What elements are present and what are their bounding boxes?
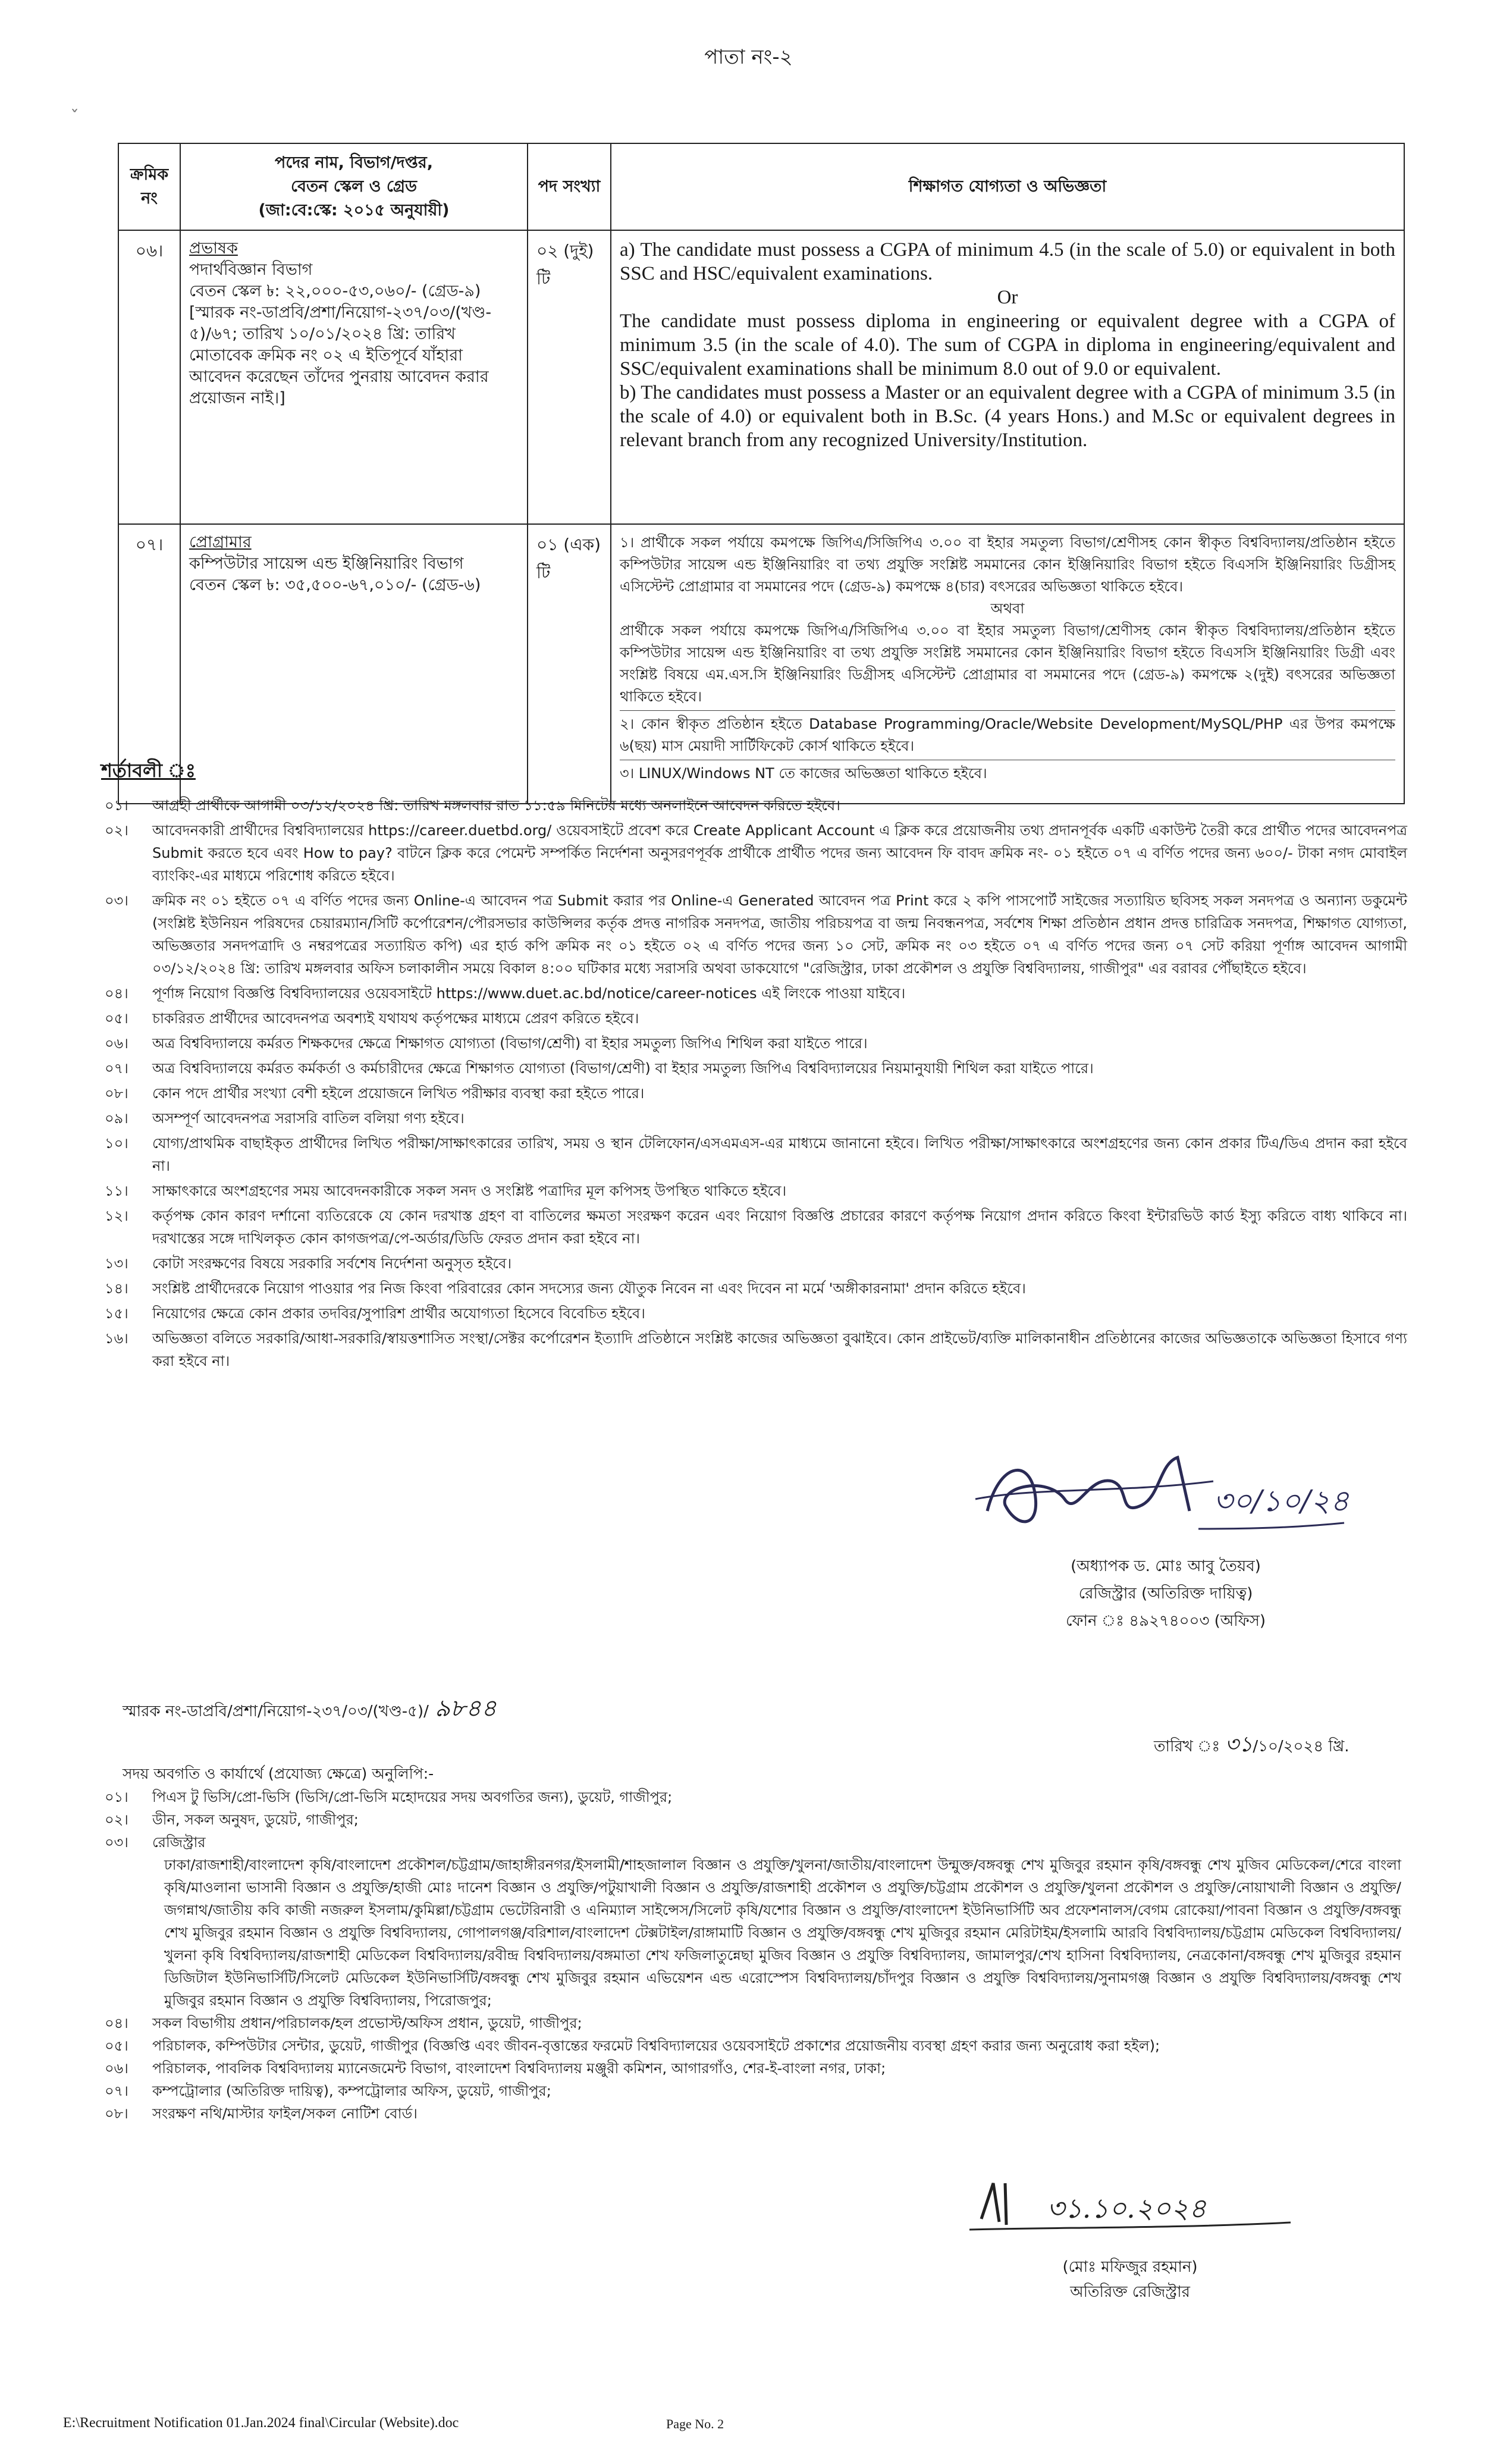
term-text: যোগ্য/প্রাথমিক বাছাইকৃত প্রার্থীদের লিখিত পরীক্ষা/সাক্ষাৎকারের তারিখ, সময় ও স্থান টেলিফোন/এসএমএস-এর মাধ্যমে জানানো হইবে। লিখিত পরীক্ষা/সাক্ষাৎকারে অংশগ্রহণের জন্য কোন প্রকার টিএ/ডিএ প্রদান করা হইবে না। — [152, 1135, 1407, 1174]
term-number: ১৫। — [105, 1305, 128, 1322]
term-item — [105, 1252, 1407, 1275]
qual-or: অথবা — [990, 600, 1025, 617]
copy-text: কম্পট্রোলার (অতিরিক্ত দায়িত্ব), কম্পট্রোলার অফিস, ডুয়েট, গাজীপুর; — [152, 2083, 551, 2099]
copy-item — [105, 1831, 1407, 1854]
term-number: ০১। — [105, 797, 128, 814]
copy-number: ০১। — [105, 1789, 128, 1805]
header-post-line3: (জা:বে:স্কে: ২০১৫ অনুযায়ী) — [258, 201, 450, 220]
header-post-line1: পদের নাম, বিভাগ/দপ্তর, — [275, 153, 433, 172]
qual-1b: প্রার্থীকে সকল পর্যায়ে কমপক্ষে জিপিএ/সিজিপিএ ৩.০০ বা ইহার সমতুল্য বিভাগ/শ্রেণীসহ কোন স্বীকৃত বিশ্ববিদ্যালয়/প্রতিষ্ঠান হইতে কম্পিউটার সায়েন্স এন্ড ইঞ্জিনিয়ারিং বা তথ্য প্রযুক্তি সংশ্লিষ্ট সমমানের কোন ইঞ্জিনিয়ারিং বিভাগ হইতে বিএসসি ইঞ্জিনিয়ারিং ডিগ্রী এবং সংশ্লিষ্ট বিষয়ে এম.এস.সি ইঞ্জিনিয়ারিং ডিগ্রীসহ এসিস্টেন্ট প্রোগ্রামার বা সমমানের পদে (গ্রেড-৯) কমপক্ষে ২(দুই) বৎসরের অভিজ্ঞতা থাকিতে হইবে। — [620, 622, 1395, 705]
additional-registrar-block — [975, 2255, 1285, 2305]
copy-item — [105, 2080, 1407, 2102]
table-row — [118, 230, 1404, 524]
term-text: সংশ্লিষ্ট প্রার্থীদেরকে নিয়োগ পাওয়ার পর নিজ কিংবা পরিবারের কোন সদস্যের জন্য যৌতুক নিবেন না এবং দিবেন না মর্মে 'অঙ্গীকারনামা' প্রদান করিতে হইবে। — [152, 1280, 1026, 1297]
qual-b: b) The candidates must possess a Master or an equivalent degree with a CGPA of minimum 3.5 (in the scale of 4.0) or equivalent both in B.Sc. (4 years Hons.) and M.Sc or equivalent degrees in relevant branch from any recognized University/Institution. — [620, 382, 1395, 451]
qual-1: ১। প্রার্থীকে সকল পর্যায়ে কমপক্ষে জিপিএ/সিজিপিএ ৩.০০ বা ইহার সমতুল্য বিভাগ/শ্রেণীসহ কোন স্বীকৃত বিশ্ববিদ্যালয়/প্রতিষ্ঠান হইতে কম্পিউটার সায়েন্স এন্ড ইঞ্জিনিয়ারিং বা তথ্য প্রযুক্তি সংশ্লিষ্ট সমমানের কোন ইঞ্জিনিয়ারিং বিভাগ হইতে বিএসসি ইঞ্জিনিয়ারিং ডিগ্রীসহ এসিস্টেন্ট প্রোগ্রামার বা সমমানের পদে (গ্রেড-৯) কমপক্ষে ৪(চার) বৎসরের অভিজ্ঞতা থাকিতে হইবে। — [620, 534, 1395, 595]
row-count: ০২ (দুই) টি — [528, 230, 611, 524]
copy-registrar-universities: ঢাকা/রাজশাহী/বাংলাদেশ কৃষি/বাংলাদেশ প্রকৌশল/চট্টগ্রাম/জাহাঙ্গীরনগর/ইসলামী/শাহজালাল বিজ্ঞান ও প্রযুক্তি/খুলনা/জাতীয়/বাংলাদেশ উন্মুক্ত/বঙ্গবন্ধু শেখ মুজিবুর রহমান কৃষি/বঙ্গবন্ধু শেখ মুজিব মেডিকেল/শেরে বাংলা কৃষি/মাওলানা ভাসানী বিজ্ঞান ও প্রযুক্তি/হাজী মোঃ দানেশ বিজ্ঞান ও প্রযুক্তি/পটুয়াখালী বিজ্ঞান ও প্রযুক্তি/রাজশাহী প্রকৌশল ও প্রযুক্তি/চট্টগ্রাম প্রকৌশল ও প্রযুক্তি/খুলনা প্রকৌশল ও প্রযুক্তি/নোয়াখালী বিজ্ঞান ও প্রযুক্তি/জগন্নাথ/জাতীয় কবি কাজী নজরুল ইসলাম/কুমিল্লা/চট্টগ্রাম ভেটেরিনারী ও এনিম্যাল সাইন্সেস/সিলেট কৃষি/যশোর বিজ্ঞান ও প্রযুক্তি/বাংলাদেশ ইউনিভার্সিটি অব প্রফেশনালস/বেগম রোকেয়া/পাবনা বিজ্ঞান ও প্রযুক্তি/বঙ্গবন্ধু শেখ মুজিবুর রহমান বিজ্ঞান ও প্রযুক্তি বিশ্ববিদ্যালয়, গোপালগঞ্জ/বরিশাল/বাংলাদেশ টেক্সটাইল/রাঙ্গামাটি বিজ্ঞান ও প্রযুক্তি/বঙ্গবন্ধু শেখ মুজিবুর রহমান মেরিটাইম/ইসলামি আরবি বিশ্ববিদ্যালয়/চট্টগ্রাম মেডিকেল বিশ্ববিদ্যালয়/খুলনা কৃষি বিশ্ববিদ্যালয়/রাজশাহী মেডিকেল বিশ্ববিদ্যালয়/রবীন্দ্র বিশ্ববিদ্যালয়/বঙ্গমাতা শেখ ফজিলাতুন্নেছা মুজিব বিজ্ঞান ও প্রযুক্তি বিশ্ববিদ্যালয়, জামালপুর/শেখ হাসিনা বিশ্ববিদ্যালয়, নেত্রকোনা/বঙ্গবন্ধু শেখ মুজিবুর রহমান ডিজিটাল ইউনিভার্সিটি/সিলেট মেডিকেল ইউনিভার্সিটি/বঙ্গবন্ধু শেখ মুজিবুর রহমান এভিয়েশন এন্ড এরোস্পেস বিশ্ববিদ্যালয়/চাঁদপুর বিজ্ঞান ও প্রযুক্তি বিশ্ববিদ্যালয়/সুনামগঞ্জ বিজ্ঞান ও প্রযুক্তি বিশ্ববিদ্যালয়/বঙ্গবন্ধু শেখ মুজিবুর রহমান বিজ্ঞান ও প্রযুক্তি বিশ্ববিদ্যালয়, পিরোজপুর; — [164, 1857, 1401, 2009]
post-line: মোতাবেক ক্রমিক নং ০২ এ ইতিপূর্বে যাঁহারা — [189, 346, 463, 365]
term-text: কোন পদে প্রার্থীর সংখ্যা বেশী হইলে প্রয়োজনে লিখিত পরীক্ষার ব্যবস্থা করা হইতে পারে। — [152, 1085, 645, 1102]
post-name: প্রভাষক — [189, 239, 238, 258]
posts-table — [118, 143, 1405, 804]
copies-heading: সদয় অবগতি ও কার্যার্থে (প্রযোজ্য ক্ষেত্রে) অনুলিপি:- — [123, 1765, 434, 1782]
header-count: পদ সংখ্যা — [528, 143, 611, 230]
signature-date-handwritten: ৩০/১০/২৪ — [1213, 1484, 1350, 1518]
row-qualification — [611, 230, 1404, 524]
row-post — [180, 230, 528, 524]
copy-text: পিএস টু ভিসি/প্রো-ভিসি (ভিসি/প্রো-ভিসি মহোদয়ের সদয় অবগতির জন্য), ডুয়েট, গাজীপুর; — [152, 1789, 673, 1805]
term-number: ০৭। — [105, 1060, 128, 1077]
term-item — [105, 1107, 1407, 1130]
term-number: ০৯। — [105, 1110, 128, 1127]
registrar-title: রেজিস্ট্রার (অতিরিক্ত দায়িত্ব) — [1078, 1585, 1253, 1603]
term-text: আগ্রহী প্রার্থীকে আগামী ০৩/১২/২০২৪ খ্রি: তারিখ মঙ্গলবার রাত ১১:৫৯ মিনিটের মধ্যে অনলাইনে আবেদন করিতে হইবে। — [152, 797, 840, 814]
row-serial: ০৬। — [118, 230, 180, 524]
term-text: সাক্ষাৎকারে অংশগ্রহণের সময় আবেদনকারীকে সকল সনদ ও সংশ্লিষ্ট পত্রাদির মূল কপিসহ উপস্থিত থাকিতে হইবে। — [152, 1183, 787, 1199]
post-line: [স্মারক নং-ডাপ্রবি/প্রশা/নিয়োগ-২৩৭/০৩/(খণ্ড- — [189, 303, 492, 322]
additional-registrar-name: (মোঃ মফিজুর রহমান) — [1062, 2258, 1198, 2276]
terms-list — [105, 794, 1407, 1375]
qual-block — [620, 711, 1395, 760]
row-post — [180, 524, 528, 804]
term-number: ০৬। — [105, 1035, 128, 1052]
memo-date-handwritten: ৩১ — [1225, 1732, 1253, 1757]
term-item — [105, 1057, 1407, 1080]
term-number: ১০। — [105, 1135, 128, 1152]
term-item — [105, 1327, 1407, 1372]
tick-mark-icon: ˇ — [70, 107, 79, 128]
header-serial: ক্রমিক নং — [118, 143, 180, 230]
term-number: ০২। — [105, 822, 128, 839]
term-item — [105, 889, 1407, 980]
header-post-line2: বেতন স্কেল ও গ্রেড — [290, 177, 417, 196]
copy-text: সংরক্ষণ নথি/মাস্টার ফাইল/সকল নোটিশ বোর্ড। — [152, 2105, 418, 2122]
term-text: নিয়োগের ক্ষেত্রে কোন প্রকার তদবির/সুপারিশ প্রার্থীর অযোগ্যতা হিসেবে বিবেচিত হইবে। — [152, 1305, 645, 1322]
term-text: চাকরিরত প্রার্থীদের আবেদনপত্র অবশ্যই যথাযথ কর্তৃপক্ষের মাধ্যমে প্রেরণ করিতে হইবে। — [152, 1010, 639, 1027]
copy-text: ডীন, সকল অনুষদ, ডুয়েট, গাজীপুর; — [152, 1811, 359, 1828]
post-line: পদার্থবিজ্ঞান বিভাগ — [189, 261, 313, 279]
memo-date-prefix: তারিখ ঃ — [1154, 1738, 1220, 1755]
additional-registrar-title: অতিরিক্ত রেজিস্ট্রার — [1070, 2283, 1190, 2301]
terms-title: শর্তাবলী ঃ — [101, 759, 196, 782]
term-item — [105, 1082, 1407, 1105]
term-number: ০৩। — [105, 892, 128, 909]
term-number: ১৬। — [105, 1330, 128, 1347]
registrar-name: (অধ্যাপক ড. মোঃ আবু তৈয়ব) — [1071, 1557, 1261, 1575]
term-number: ১৪। — [105, 1280, 128, 1297]
copy-text: রেজিস্ট্রার — [152, 1834, 206, 1851]
post-line: প্রয়োজন নাই।] — [189, 389, 285, 407]
memo-reference — [123, 1689, 497, 1729]
term-text: আবেদনকারী প্রার্থীদের বিশ্ববিদ্যালয়ের https://career.duetbd.org/ ওয়েবসাইটে প্রবেশ করে Create Applicant Account এ ক্লিক করে প্রয়োজনীয় তথ্য প্রদানপূর্বক একটি একাউন্ট তৈরী করে প্রার্থীত পদের আবেদনপত্র Submit করতে হবে এবং How to pay? বাটনে ক্লিক করে পেমেন্ট সম্পর্কিত নির্দেশনা অনুসরণপূর্বক প্রার্থীকে প্রার্থীত পদের জন্য আবেদন ফি বাবদ ক্রমিক নং- ০১ হইতে ০৭ এ বর্ণিত পদের জন্য ৬০০/- টাকা নগদ মোবাইল ব্যাংকিং-এর মাধ্যমে পরিশোধ করিতে হইবে। — [152, 822, 1407, 884]
post-line: বেতন স্কেল ৳: ২২,০০০-৫৩,০৬০/- (গ্রেড-৯) — [189, 282, 481, 300]
qual-block — [620, 529, 1395, 711]
post-line: কম্পিউটার সায়েন্স এন্ড ইঞ্জিনিয়ারিং বিভাগ — [189, 554, 464, 573]
term-number: ০৪। — [105, 985, 128, 1002]
term-number: ১৩। — [105, 1255, 128, 1272]
qual-a: a) The candidate must possess a CGPA of minimum 4.5 (in the scale of 5.0) or equivalent in both SSC and HSC/equivalent examinations. — [620, 239, 1395, 284]
term-item — [105, 819, 1407, 887]
copy-item — [105, 2057, 1407, 2080]
page-number-label: পাতা নং-২ — [704, 45, 793, 69]
copy-number: ০৮। — [105, 2105, 128, 2122]
term-item — [105, 1032, 1407, 1055]
copy-number: ০৬। — [105, 2060, 128, 2077]
term-text: অসম্পূর্ণ আবেদনপত্র সরাসরি বাতিল বলিয়া গণ্য হইবে। — [152, 1110, 465, 1127]
term-item — [105, 1205, 1407, 1250]
term-item — [105, 794, 1407, 817]
memo-ref-text: স্মারক নং-ডাপ্রবি/প্রশা/নিয়োগ-২৩৭/০৩/(খণ্ড-৫)/ — [123, 1703, 429, 1720]
footer-file-path: E:\Recruitment Notification 01.Jan.2024 final\Circular (Website).doc — [63, 2415, 459, 2431]
term-text: ক্রমিক নং ০১ হইতে ০৭ এ বর্ণিত পদের জন্য Online-এ আবেদন পত্র Submit করার পর Online-এ Generated আবেদন পত্র Print করে ২ কপি পাসপোর্ট সাইজের সত্যায়িত ছবিসহ সকল সনদপত্র ও অন্যান্য ডকুমেন্ট (সংশ্লিষ্ট ইউনিয়ন পরিষদের চেয়ারম্যান/সিটি কর্পোরেশন/পৌরসভার কাউন্সিলর কর্তৃক প্রদত্ত নাগরিক সনদপত্র, জাতীয় পরিচয়পত্র বা জন্ম নিবন্ধনপত্র, সর্বশেষ শিক্ষা প্রতিষ্ঠান প্রধান প্রদত্ত চারিত্রিক সনদপত্র, শিক্ষাগত যোগ্যতা, অভিজ্ঞতার সনদপত্রাদি ও নম্বরপত্রের সত্যায়িত কপি) এর হার্ড কপি ক্রমিক নং ০১ হইতে ০২ এ বর্ণিত পদের জন্য ১০ সেট, ক্রমিক নং ০৩ হইতে ০৭ এ বর্ণিত পদের জন্য ০৭ সেট করিয়া পূর্ণাঙ্গ আবেদন আগামী ০৩/১২/২০২৪ খ্রি: তারিখ মঙ্গলবার অফিস চলাকালীন সময়ে বিকাল ৪:০০ ঘটিকার মধ্যে সরাসরি অথবা ডাকযোগে "রেজিস্ট্রার, ঢাকা প্রকৌশল ও প্রযুক্তি বিশ্ববিদ্যালয়, গাজীপুর" এর বরাবর পৌঁছাইতে হইবে। — [152, 892, 1407, 977]
table-row — [118, 524, 1404, 804]
qual-3: ৩। LINUX/Windows NT তে কাজের অভিজ্ঞতা থাকিতে হইবে। — [620, 765, 987, 782]
qual-a2: The candidate must possess diploma in engineering or equivalent degree with a CGPA of minimum 3.5 (in the scale of 4.0). The sum of CGPA in diploma in engineering/equivalent and SSC/equivalent examinations shall be minimum 8.0 out of 9.0 or equivalent. — [620, 311, 1395, 380]
term-number: ১১। — [105, 1183, 128, 1199]
copies-list — [105, 1786, 1407, 2125]
post-name: প্রোগ্রামার — [189, 533, 252, 551]
term-text: কোটা সংরক্ষণের বিষয়ে সরকারি সর্বশেষ নির্দেশনা অনুসৃত হইবে। — [152, 1255, 512, 1272]
registrar-phone: ফোন ঃ ৪৯২৭৪০০৩ (অফিস) — [1065, 1612, 1266, 1630]
copy-number: ০২। — [105, 1811, 128, 1828]
registrar-signature-block — [999, 1553, 1332, 1635]
copy-text: সকল বিভাগীয় প্রধান/পরিচালক/হল প্রভোস্ট/অফিস প্রধান, ডুয়েট, গাজীপুর; — [152, 2015, 582, 2032]
registrar-signature — [964, 1440, 1380, 1541]
post-line: বেতন স্কেল ৳: ৩৫,৫০০-৬৭,০১০/- (গ্রেড-৬) — [189, 576, 481, 594]
copy-item — [105, 1808, 1407, 1831]
memo-date — [1154, 1728, 1350, 1764]
copy-item — [105, 2034, 1407, 2057]
additional-registrar-signature — [964, 2165, 1297, 2237]
copy-item — [105, 2012, 1407, 2034]
row-serial: ০৭। — [118, 524, 180, 804]
term-text: পূর্ণাঙ্গ নিয়োগ বিজ্ঞপ্তি বিশ্ববিদ্যালয়ের ওয়েবসাইটে https://www.duet.ac.bd/notice/career-notices এই লিংকে পাওয়া যাইবে। — [152, 985, 906, 1002]
qual-2: ২। কোন স্বীকৃত প্রতিষ্ঠান হইতে Database Programming/Oracle/Website Development/MySQL/PHP এর উপর কমপক্ষে ৬(ছয়) মাস মেয়াদী সার্টিফিকেট কোর্স থাকিতে হইবে। — [620, 716, 1395, 754]
memo-date-suffix: /১০/২০২৪ খ্রি. — [1253, 1738, 1350, 1755]
term-item — [105, 1277, 1407, 1300]
memo-ref-handwritten: ৯৮৪৪ — [434, 1695, 497, 1722]
row-qualification — [611, 524, 1404, 804]
term-text: অত্র বিশ্ববিদ্যালয়ে কর্মরত কর্মকর্তা ও কর্মচারীদের ক্ষেত্রে শিক্ষাগত যোগ্যতা (বিভাগ/শ্রেণী) বা ইহার সমতুল্য জিপিএ বিশ্ববিদ্যালয়ের নিয়মানুযায়ী শিথিল করা যাইতে পারে। — [152, 1060, 1094, 1077]
copy-number: ০৪। — [105, 2015, 128, 2032]
qual-or: Or — [997, 287, 1018, 308]
signature2-date-handwritten: ৩১.১০.২০২৪ — [1047, 2192, 1207, 2224]
copy-number: ০৭। — [105, 2083, 128, 2099]
copy-text: পরিচালক, কম্পিউটার সেন্টার, ডুয়েট, গাজীপুর (বিজ্ঞপ্তি এবং জীবন-বৃত্তান্তের ফরমেট বিশ্ববিদ্যালয়ের ওয়েবসাইটে প্রকাশের প্রয়োজনীয় ব্যবস্থা গ্রহণ করার জন্য অনুরোধ করা হইল); — [152, 2037, 1160, 2054]
copy-item — [105, 1786, 1407, 1808]
qual-block — [620, 760, 1395, 787]
term-item — [105, 1007, 1407, 1030]
term-item — [105, 1132, 1407, 1177]
term-number: ০৮। — [105, 1085, 128, 1102]
term-number: ১২। — [105, 1208, 128, 1224]
header-post — [180, 143, 528, 230]
term-text: অত্র বিশ্ববিদ্যালয়ে কর্মরত শিক্ষকদের ক্ষেত্রে শিক্ষাগত যোগ্যতা (বিভাগ/শ্রেণী) বা ইহার সমতুল্য জিপিএ শিথিল করা যাইতে পারে। — [152, 1035, 868, 1052]
copy-number: ০৫। — [105, 2037, 128, 2054]
term-item — [105, 1180, 1407, 1202]
header-qualification: শিক্ষাগত যোগ্যতা ও অভিজ্ঞতা — [611, 143, 1404, 230]
term-text: কর্তৃপক্ষ কোন কারণ দর্শানো ব্যতিরেকে যে কোন দরখাস্ত গ্রহণ বা বাতিলের ক্ষমতা সংরক্ষণ করেন এবং নিয়োগ বিজ্ঞপ্তি প্রচারের কারণে কর্তৃপক্ষ নিয়োগ প্রদান করিতে কিংবা ইন্টারভিউ কার্ড ইস্যু করিতে বাধ্য থাকিবে না। দরখাস্তের সঙ্গে দাখিলকৃত কোন কাগজপত্র/পে-অর্ডার/ডিডি ফেরত প্রদান করা হইবে না। — [152, 1208, 1407, 1247]
copy-item — [105, 2102, 1407, 2125]
table-header-row — [118, 143, 1404, 230]
copy-text: পরিচালক, পাবলিক বিশ্ববিদ্যালয় ম্যানেজমেন্ট বিভাগ, বাংলাদেশ বিশ্ববিদ্যালয় মঞ্জুরী কমিশন, আগারগাঁও, শের-ই-বাংলা নগর, ঢাকা; — [152, 2060, 886, 2077]
footer-page-number: Page No. 2 — [666, 2416, 724, 2431]
copy-number: ০৩। — [105, 1834, 128, 1851]
term-item — [105, 1302, 1407, 1325]
term-text: অভিজ্ঞতা বলিতে সরকারি/আধা-সরকারি/স্বায়ত্তশাসিত সংস্থা/সেক্টর কর্পোরেশন ইত্যাদি প্রতিষ্ঠানে সংশ্লিষ্ট কাজের অভিজ্ঞতা বুঝাইবে। কোন প্রাইভেট/ব্যক্তি মালিকানাধীন প্রতিষ্ঠানের কাজের অভিজ্ঞতাকে অভিজ্ঞতা হিসাবে গণ্য করা হইবে না। — [152, 1330, 1407, 1369]
row-count: ০১ (এক) টি — [528, 524, 611, 804]
term-item — [105, 982, 1407, 1005]
post-line: আবেদন করেছেন তাঁদের পুনরায় আবেদন করার — [189, 368, 489, 386]
post-line: ৫)/৬৭; তারিখ ১০/০১/২০২৪ খ্রি: তারিখ — [189, 325, 456, 343]
term-number: ০৫। — [105, 1010, 128, 1027]
